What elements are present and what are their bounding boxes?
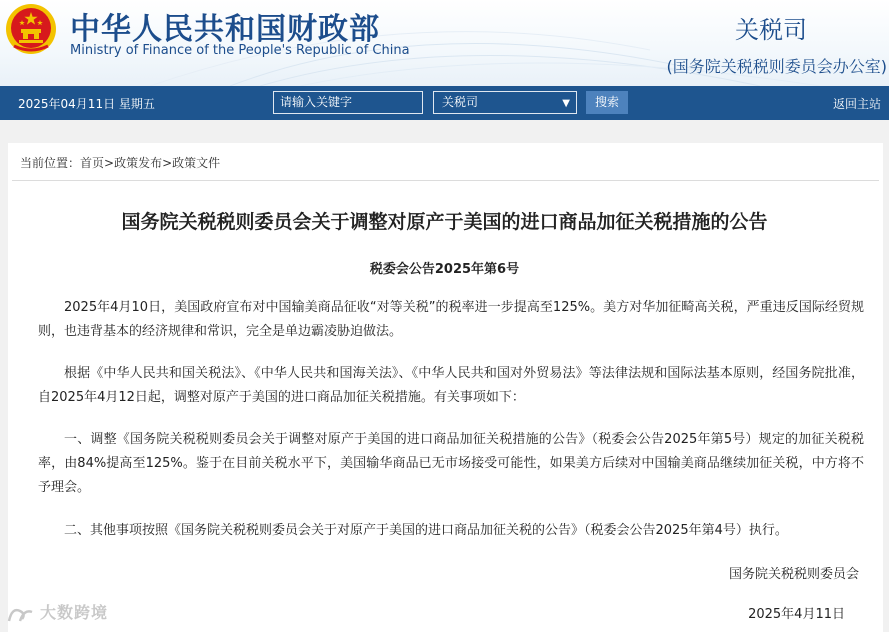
watermark-logo-icon bbox=[6, 603, 36, 625]
search-scope-value: 关税司 bbox=[442, 95, 479, 109]
article-paragraph: 一、调整《国务院关税税则委员会关于调整对原产于美国的进口商品加征关税措施的公告》（税委会公告2025年第5号）规定的加征关税税率，由84%提高至125%。鉴于在目前关税水平下，美国输华商品已无市场接受可能性，如果美方后续对中国输美商品继续加征关税，中方将不予理会。 bbox=[38, 432, 864, 495]
breadcrumb-divider bbox=[12, 180, 879, 181]
search-button[interactable]: 搜索 bbox=[586, 91, 628, 114]
top-navbar bbox=[0, 86, 889, 120]
current-date: 2025年04月11日 星期五 bbox=[18, 97, 155, 111]
site-title-cn: 中华人民共和国财政部 bbox=[70, 12, 380, 47]
breadcrumb-item-policy-release[interactable]: 政策发布 bbox=[114, 156, 163, 170]
breadcrumb-item-policy-documents[interactable]: 政策文件 bbox=[172, 156, 221, 170]
article-paragraph: 2025年4月10日，美国政府宣布对中国输美商品征收“对等关税”的税率进一步提高至125%。美方对华加征畸高关税，严重违反国际经贸规则，也违背基本的经济规律和常识，完全是单边霸凌胁迫做法。 bbox=[38, 300, 864, 339]
return-home-link[interactable]: 返回主站 bbox=[832, 97, 881, 111]
breadcrumb bbox=[20, 154, 220, 171]
article-paragraph: 根据《中华人民共和国关税法》、《中华人民共和国海关法》、《中华人民共和国对外贸易法》等法律法规和国际法基本原则，经国务院批准，自2025年4月12日起，调整对原产于美国的进口商品加征关税措施。有关事项如下： bbox=[38, 366, 864, 405]
department-subtitle: (国务院关税税则委员会办公室) bbox=[666, 57, 887, 76]
article-number: 税委会公告2025年第6号 bbox=[369, 262, 520, 277]
signature-date: 2025年4月11日 bbox=[748, 607, 845, 622]
breadcrumb-separator: > bbox=[104, 156, 115, 170]
signature-organization: 国务院关税税则委员会 bbox=[728, 567, 859, 582]
search-input[interactable]: 请输入关键字 bbox=[273, 91, 423, 114]
department-title: 关税司 bbox=[735, 16, 807, 44]
site-title-en: Ministry of Finance of the People's Republic of China bbox=[70, 43, 410, 58]
chevron-down-icon: ▼ bbox=[562, 98, 570, 109]
breadcrumb-item-home[interactable]: 首页 bbox=[80, 156, 105, 170]
national-emblem-icon bbox=[4, 2, 58, 56]
watermark-text: 大数跨境 bbox=[40, 603, 109, 622]
breadcrumb-prefix: 当前位置： bbox=[20, 156, 81, 170]
search-scope-select[interactable] bbox=[433, 91, 577, 114]
site-header bbox=[0, 0, 889, 86]
article-title: 国务院关税税则委员会关于调整对原产于美国的进口商品加征关税措施的公告 bbox=[121, 211, 768, 233]
watermark bbox=[6, 600, 108, 625]
breadcrumb-separator: > bbox=[162, 156, 173, 170]
article-paragraph: 二、其他事项按照《国务院关税税则委员会关于对原产于美国的进口商品加征关税的公告》（税委会公告2025年第4号）执行。 bbox=[64, 523, 788, 538]
